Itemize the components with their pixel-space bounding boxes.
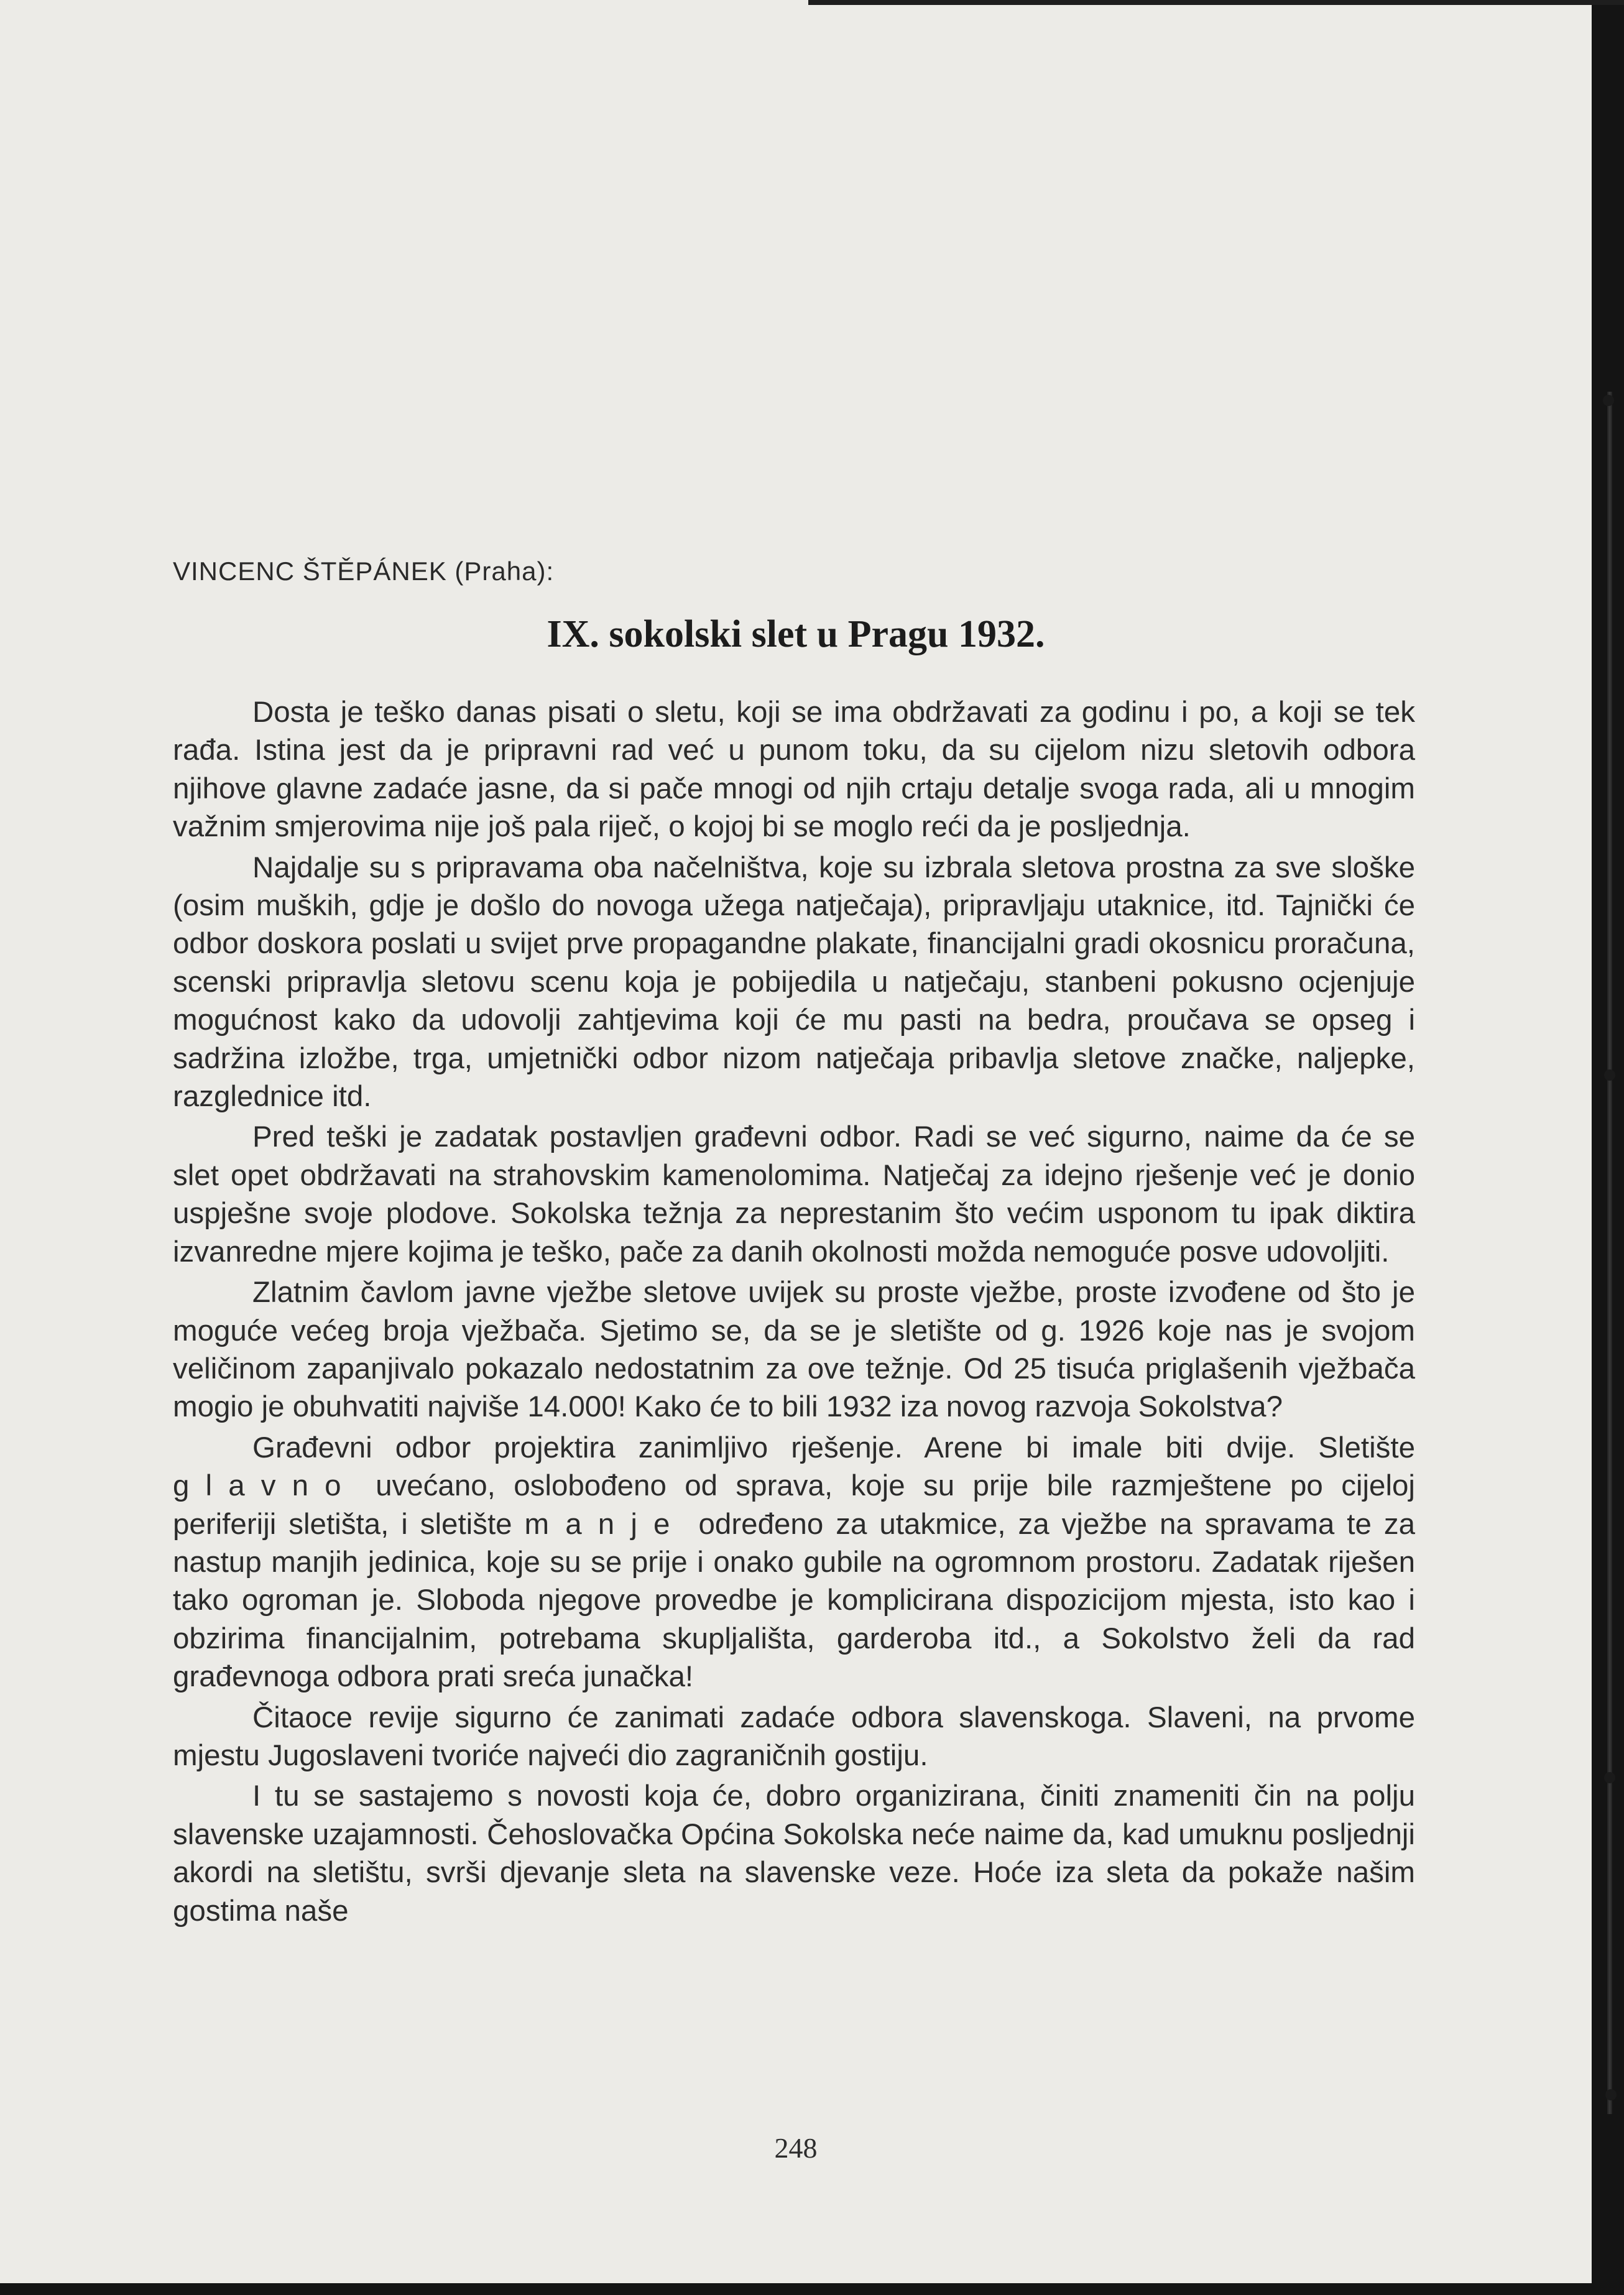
binding-mark [1604,1772,1615,1783]
author-line: VINCENC ŠTĚPÁNEK (Praha): [173,556,555,586]
paragraph: Najdalje su s pripravama oba načelništva, koje su izbrala sletova prostna za sve sloške (osim muških, gdje je došlo do novoga užega natječaja), pripravljaju utaknice, itd. Tajnički će odbor doskora poslati u svijet prve propagandne plakate, financijalni gradi okosnicu proračuna, scenski pripravlja sletovu scenu koja je pobijedila u natječaju, stanbeni pokusno ocjenjuje mogućnost kako da udovolji zahtjevima koji će mu pasti na bedra, proučava se opseg i sadržina izložbe, trga, umjetnički odbor nizom natječaja pribavlja sletove značke, naljepke, razglednice itd. [173,851,1415,1114]
article-title: IX. sokolski slet u Pragu 1932. [547,613,1045,655]
binding-mark [1603,395,1614,406]
page-number: 248 [774,2132,818,2164]
binding-mark [1605,2089,1617,2100]
paragraph: Čitaoce revije sigurno će zanimati zadaće odbora slavenskoga. Slaveni, na prvome mjestu Jugoslaveni tvoriće najveći dio zagraničnih gostiju. [173,1701,1415,1772]
article-body [173,693,1415,1930]
emphasis-spaced: manje [524,1507,686,1541]
paragraph [173,1429,1415,1696]
paragraph: Pred teški je zadatak postavljen građevni odbor. Radi se već sigurno, naime da će se slet opet obdržavati na strahovskim kamenolomima. Natječaj za idejno rješenje već je donio uspješne svoje plodove. Sokolska težnja za neprestanim što većim usponom tu ipak diktira izvanredne mjere kojima je teško, pače za danih okolnosti možda nemoguće posve udovoljiti. [173,1120,1415,1268]
paragraph-text: uvećano, oslobođeno od sprava, koje su prije bile razmještene po cijeloj periferiji sletišta, i sletište [173,1469,1415,1541]
paragraph: I tu se sastajemo s novosti koja će, dobro organizirana, činiti znameniti čin na polju slavenske uzajamnosti. Čehoslovačka Općina Sokolska neće naime da, kad umuknu posljednji akordi na sletištu, svrši djevanje sleta na slavenske veze. Hoće iza sleta da pokaže našim gostima naše [173,1780,1415,1928]
scan-edge [808,0,1624,5]
binding-mark [1604,1069,1615,1081]
paragraph-text: određeno za utakmice, za vježbe na spravama te za nastup manjih jedinica, koje su se prije i onako gubile na ogromnom prostoru. Zadatak riješen tako ogroman je. Sloboda njegove provedbe je komplicirana dispozicijom mjesta, isto kao i obzirima financijalnim, potrebama skupljališta, garderoba itd., a Sokolstvo želi da rad građevnoga odbora prati sreća junačka! [173,1507,1415,1694]
paragraph: Dosta je teško danas pisati o sletu, koji se ima obdržavati za godinu i po, a koji se tek rađa. Istina jest da je pripravni rad već u punom toku, da su cijelom nizu sletovih odbora njihove glavne zadaće jasne, da si pače mnogi od njih crtaju detalje svoga rada, ali u mnogim važnim smjerovima nije još pala riječ, o kojoj bi se moglo reći da je posljednja. [173,696,1415,844]
paragraph: Zlatnim čavlom javne vježbe sletove uvijek su proste vježbe, proste izvođene od što je moguće većeg broja vježbača. Sjetimo se, da se je sletište od g. 1926 koje nas je svojom veličinom zapanjivalo pokazalo nedostatnim za ove težnje. Od 25 tisuća priglašenih vježbača mogio je obuhvatiti najviše 14.000! Kako će to bili 1932 iza novog razvoja Sokolstva? [173,1276,1415,1424]
paragraph-text: Građevni odbor projektira zanimljivo rješenje. Arene bi imale biti dvije. Sletište [252,1431,1415,1464]
binding-edge [1607,392,1612,2114]
emphasis-spaced: glavno [173,1469,358,1503]
